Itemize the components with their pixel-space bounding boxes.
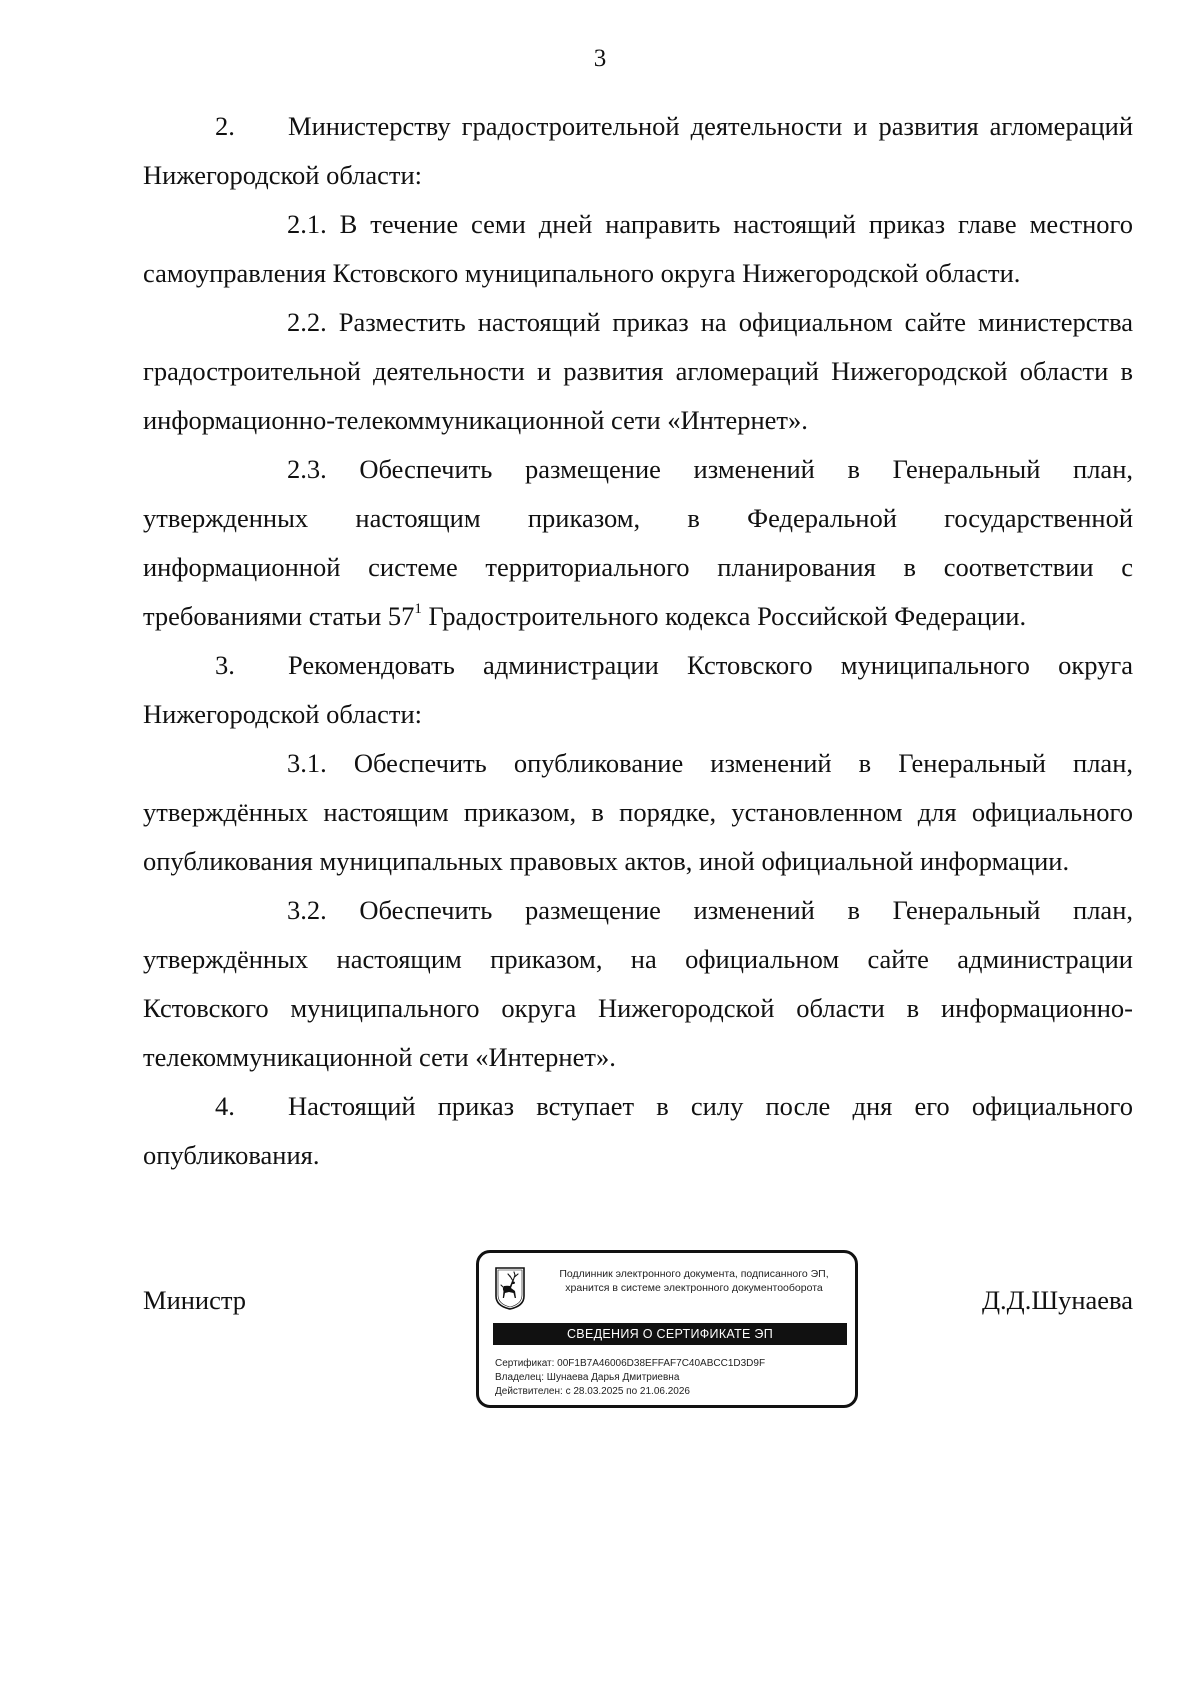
- paragraph-text: Обеспечить размещение изменений в Генеральный план, утвержденных настоящим приказом, в Федеральной государственной информационной системе территориального планирования в соответствии с требованиями статьи 57: [143, 454, 1134, 631]
- signatory-position: Министр: [143, 1285, 247, 1315]
- paragraph-number: 2.1.: [287, 209, 327, 239]
- paragraph-4: [143, 1082, 1133, 1180]
- stamp-header-line: хранится в системе электронного документооборота: [565, 1282, 823, 1294]
- electronic-signature-stamp: [476, 1250, 858, 1408]
- paragraph-text: Рекомендовать администрации Кстовского муниципального округа Нижегородской области:: [143, 650, 1133, 729]
- certificate-details: [495, 1357, 845, 1399]
- paragraph-2-3: [143, 445, 1133, 641]
- paragraph-text: Министерству градостроительной деятельности и развития агломераций Нижегородской области:: [143, 111, 1133, 190]
- certificate-owner: Владелец: Шунаева Дарья Дмитриевна: [495, 1372, 680, 1383]
- paragraph-number: 2.3.: [287, 454, 327, 484]
- signatory-name: Д.Д.Шунаева: [981, 1285, 1133, 1315]
- certificate-number: Сертификат: 00F1B7A46006D38EFFAF7C40ABCC1D3D9F: [495, 1358, 766, 1369]
- paragraph-2-2: [143, 298, 1133, 445]
- paragraph-number: 3.1.: [287, 748, 327, 778]
- document-body: [143, 102, 1133, 1180]
- paragraph-number: 2.2.: [287, 307, 327, 337]
- paragraph-text: Обеспечить размещение изменений в Генеральный план, утверждённых настоящим приказом, на официальном сайте администрации Кстовского муниципального округа Нижегородской области в информационно-телекоммуникационной сети «Интернет».: [143, 895, 1134, 1072]
- paragraph-3-2: [143, 886, 1133, 1082]
- paragraph-number: 2.: [215, 111, 235, 141]
- paragraph-text: В течение семи дней направить настоящий приказ главе местного самоуправления Кстовского муниципального округа Нижегородской области.: [143, 209, 1134, 288]
- paragraph-number: 4.: [215, 1091, 235, 1121]
- paragraph-number: 3.: [215, 650, 235, 680]
- footnote-superscript: 1: [414, 601, 422, 617]
- paragraph-3: [143, 641, 1133, 739]
- paragraph-number: 3.2.: [287, 895, 327, 925]
- paragraph-text-tail: Градостроительного кодекса Российской Федерации.: [421, 601, 1027, 631]
- page-number: 3: [593, 45, 607, 72]
- stamp-header-line: Подлинник электронного документа, подписанного ЭП,: [559, 1268, 829, 1280]
- paragraph-3-1: [143, 739, 1133, 886]
- paragraph-text: Настоящий приказ вступает в силу после дня его официального опубликования.: [143, 1091, 1133, 1170]
- deer-emblem-icon: [493, 1266, 527, 1310]
- certificate-validity: Действителен: с 28.03.2025 по 21.06.2026: [495, 1386, 690, 1397]
- paragraph-text: Обеспечить опубликование изменений в Генеральный план, утверждённых настоящим приказом, в порядке, установленном для официального опубликования муниципальных правовых актов, иной официальной информации.: [143, 748, 1133, 876]
- paragraph-2-1: [143, 200, 1133, 298]
- stamp-title-bar: СВЕДЕНИЯ О СЕРТИФИКАТЕ ЭП: [493, 1323, 847, 1345]
- stamp-header: [539, 1267, 849, 1295]
- paragraph-2: [143, 102, 1133, 200]
- paragraph-text: Разместить настоящий приказ на официальном сайте министерства градостроительной деятельности и развития агломераций Нижегородской области в информационно-телекоммуникационной сети «Интернет».: [143, 307, 1133, 435]
